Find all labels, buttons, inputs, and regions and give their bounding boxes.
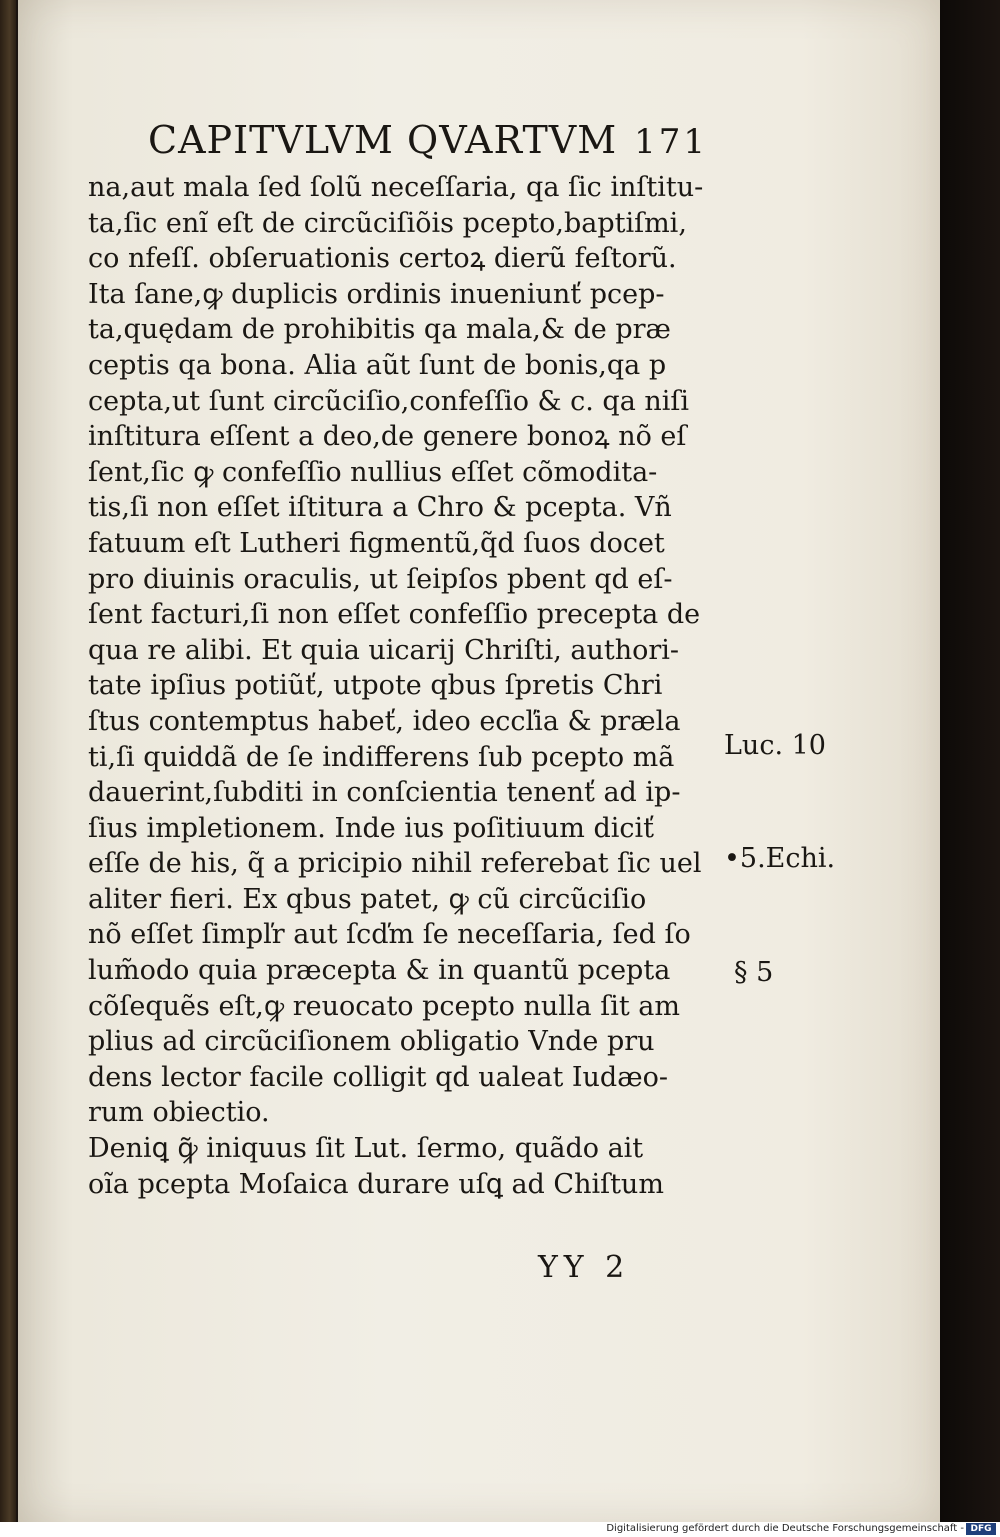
binding-edge-right bbox=[940, 0, 1000, 1522]
text-line: qua re alibi. Et quia uicarij Chriſti, authori- bbox=[88, 634, 680, 666]
body-text bbox=[88, 170, 728, 1202]
text-line: ſent,ſic ꝙ confeſſio nullius eſſet cõmodita- bbox=[88, 456, 658, 488]
text-line: ti,ſi quiddã de ſe indifferens ſub pcepto mã bbox=[88, 741, 675, 773]
book-page bbox=[18, 0, 940, 1522]
text-line: ta,quędam de prohibitis qa mala,& de præ bbox=[88, 314, 671, 346]
text-line: aliter fieri. Ex qbus patet, ꝙ cũ circũciſio bbox=[88, 883, 647, 915]
text-line: fatuum eſt Lutheri figmentũ,q̃d ſuos docet bbox=[88, 527, 665, 559]
text-line: tis,ſi non eſſet iſtitura a Chro & pcepta. Vñ bbox=[88, 492, 672, 524]
text-line: ta,ſic enĩ eſt de circũciſiõis pcepto,baptiſmi, bbox=[88, 207, 687, 239]
text-line: rum obiectio. bbox=[88, 1097, 270, 1129]
text-line: na,aut mala ſed ſolũ neceſſaria, qa ſic inſtitu- bbox=[88, 172, 704, 203]
text-line: cepta,ut ſunt circũciſio,confeſſio & c. qa niſi bbox=[88, 385, 690, 417]
text-line: plius ad circũciſionem obligatio Vnde pru bbox=[88, 1026, 655, 1058]
page-number: 171 bbox=[634, 122, 708, 162]
dfg-logo: DFG bbox=[966, 1523, 996, 1535]
text-line: dens lector facile colligit qd ualeat Iudæo- bbox=[88, 1061, 668, 1093]
text-line: co nfeſſ. obſeruationis certoꝝ dierũ feſtorũ. bbox=[88, 243, 677, 275]
text-line: ſent facturi,ſi non eſſet confeſſio precepta de bbox=[88, 599, 701, 631]
text-line: eſſe de his, q̃ a pricipio nihil referebat ſic uel bbox=[88, 848, 702, 880]
text-line: ſtus contemptus habeť, ideo eccľia & præla bbox=[88, 705, 681, 737]
funding-credit: Digitalisierung gefördert durch die Deutsche Forschungsgemeinschaft - bbox=[606, 1523, 964, 1534]
text-line: Ita ſane,ꝙ duplicis ordinis inueniunť pcep- bbox=[88, 278, 665, 310]
text-line: nõ eſſet ſimpľr aut ſcďm ſe neceſſaria, ſed ſo bbox=[88, 919, 691, 951]
text-line: cõſequẽs eſt,ꝙ reuocato pcepto nulla ſit am bbox=[88, 990, 680, 1022]
margin-note-luc: Luc. 10 bbox=[724, 730, 826, 761]
margin-note-section: § 5 bbox=[734, 957, 774, 988]
text-line: ſius impletionem. Inde ius poſitiuum diciť bbox=[88, 812, 654, 844]
binding-edge-left bbox=[0, 0, 16, 1522]
text-line: ceptis qa bona. Alia aũt ſunt de bonis,qa p bbox=[88, 349, 667, 381]
text-line: oĩa pcepta Moſaica durare uſꝗ ad Chiſtum bbox=[88, 1168, 664, 1200]
running-header bbox=[148, 118, 708, 170]
text-line: dauerint,ſubditi in conſcientia tenenť ad ip- bbox=[88, 777, 681, 809]
text-line: pro diuinis oraculis, ut ſeipſos pbent qd eſ- bbox=[88, 563, 673, 595]
text-line: inſtitura eſſent a deo,de genere bonoꝝ nõ eſ bbox=[88, 421, 687, 453]
text-line: Deniꝗ ꝙ̃ iniquus ſit Lut. ſermo, quãdo ait bbox=[88, 1133, 644, 1165]
signature-mark: YY 2 bbox=[538, 1250, 631, 1285]
running-title: CAPITVLVM QVARTVM bbox=[148, 118, 618, 162]
text-line: tate ipſius potiũť, utpote qbus ſpretis Chri bbox=[88, 670, 663, 702]
text-line: lum̃odo quia præcepta & in quantũ pcepta bbox=[88, 955, 671, 987]
margin-note-echi: •5.Echi. bbox=[724, 843, 836, 874]
